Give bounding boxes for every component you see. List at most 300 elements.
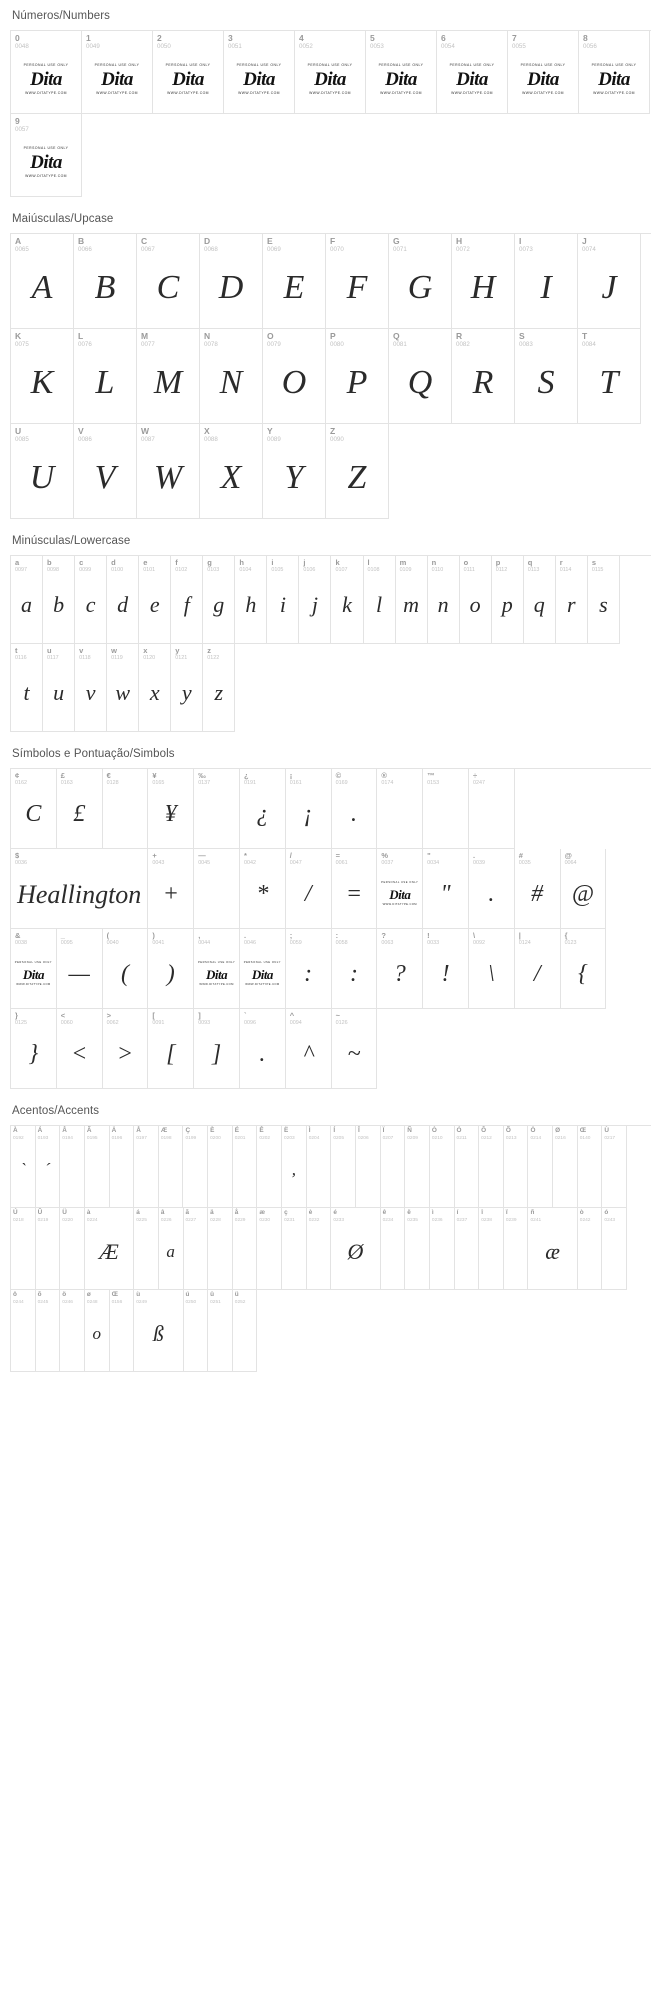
glyph-cell[interactable] bbox=[208, 1126, 233, 1208]
glyph-cell[interactable] bbox=[263, 234, 326, 329]
glyph-char-label: R bbox=[456, 331, 463, 341]
glyph-cell[interactable] bbox=[332, 1009, 378, 1089]
glyph-cell[interactable] bbox=[85, 1126, 110, 1208]
glyph-char-label: Ø bbox=[555, 1127, 561, 1134]
glyph-char-label: ø bbox=[86, 1291, 91, 1298]
logo-personal-use-text: PERSONAL USE ONLY bbox=[23, 62, 69, 67]
logo-url: WWW.DITATYPE.COM bbox=[96, 90, 138, 95]
glyph-code-label: 0194 bbox=[62, 1135, 73, 1141]
glyph-preview bbox=[295, 50, 365, 108]
glyph-cell[interactable] bbox=[286, 929, 332, 1009]
glyph-cell[interactable] bbox=[479, 1208, 504, 1290]
glyph-cell[interactable] bbox=[307, 1208, 332, 1290]
glyph-cell[interactable] bbox=[508, 31, 579, 114]
glyph-cell[interactable] bbox=[107, 644, 139, 732]
glyph-cell[interactable] bbox=[36, 1208, 61, 1290]
glyph-preview: [ bbox=[166, 1041, 176, 1068]
glyph-grid-symbols bbox=[10, 768, 651, 1089]
glyph-preview bbox=[455, 1223, 479, 1281]
glyph-preview: l bbox=[375, 591, 383, 617]
glyph-cell[interactable] bbox=[43, 556, 75, 644]
glyph-cell-header bbox=[74, 424, 136, 443]
glyph-preview: o bbox=[92, 1323, 101, 1343]
glyph-cell-header bbox=[194, 1009, 239, 1027]
glyph-cell[interactable] bbox=[528, 1126, 553, 1208]
glyph-cell[interactable] bbox=[159, 1208, 184, 1290]
glyph-char-label: é bbox=[333, 1209, 337, 1216]
glyph-cell[interactable] bbox=[307, 1126, 332, 1208]
glyph-cell[interactable] bbox=[43, 644, 75, 732]
glyph-code-label: 0079 bbox=[267, 340, 281, 348]
glyph-cell[interactable] bbox=[561, 849, 607, 929]
glyph-cell[interactable] bbox=[11, 849, 148, 929]
glyph-preview bbox=[183, 1141, 207, 1199]
glyph-code-label: 0244 bbox=[13, 1299, 24, 1305]
glyph-cell[interactable] bbox=[60, 1208, 85, 1290]
glyph-cell-header bbox=[103, 929, 148, 947]
glyph-code-label: 0081 bbox=[393, 340, 407, 348]
glyph-char-label: * bbox=[243, 851, 247, 860]
glyph-cell[interactable] bbox=[356, 1126, 381, 1208]
glyph-code-label: 0033 bbox=[427, 939, 440, 946]
glyph-cell[interactable] bbox=[381, 1208, 406, 1290]
glyph-cell[interactable] bbox=[233, 1208, 258, 1290]
glyph-cell[interactable] bbox=[103, 769, 149, 849]
glyph-cell[interactable] bbox=[137, 424, 200, 519]
glyph-code-label: 0044 bbox=[198, 939, 211, 946]
glyph-cell[interactable] bbox=[504, 1208, 529, 1290]
glyph-preview bbox=[60, 1141, 84, 1199]
glyph-preview bbox=[103, 787, 148, 843]
glyph-cell[interactable] bbox=[194, 1009, 240, 1089]
glyph-cell[interactable] bbox=[377, 849, 423, 929]
glyph-cell[interactable] bbox=[492, 556, 524, 644]
glyph-cell[interactable] bbox=[326, 234, 389, 329]
glyph-cell[interactable] bbox=[524, 556, 556, 644]
glyph-cell[interactable] bbox=[184, 1208, 209, 1290]
glyph-cell[interactable] bbox=[139, 556, 171, 644]
glyph-cell[interactable] bbox=[428, 556, 460, 644]
glyph-cell[interactable] bbox=[396, 556, 428, 644]
glyph-code-label: 0156 bbox=[111, 1299, 123, 1305]
glyph-cell[interactable] bbox=[11, 1290, 36, 1372]
glyph-cell[interactable] bbox=[11, 1208, 36, 1290]
glyph-cell[interactable] bbox=[263, 329, 326, 424]
glyph-code-label: 0212 bbox=[481, 1135, 492, 1141]
glyph-cell[interactable] bbox=[405, 1126, 430, 1208]
glyph-cell-header bbox=[148, 1009, 193, 1027]
glyph-preview: p bbox=[501, 591, 513, 617]
glyph-preview bbox=[153, 50, 223, 108]
glyph-cell[interactable] bbox=[148, 1009, 194, 1089]
glyph-preview: Y bbox=[284, 459, 304, 497]
glyph-preview: J bbox=[601, 269, 617, 307]
glyph-cell[interactable] bbox=[469, 769, 515, 849]
glyph-char-label: S bbox=[519, 331, 525, 341]
glyph-cell-header bbox=[389, 329, 451, 348]
glyph-cell[interactable] bbox=[203, 556, 235, 644]
glyph-char-label: õ bbox=[37, 1291, 42, 1298]
glyph-cell[interactable] bbox=[257, 1126, 282, 1208]
glyph-char-label: À bbox=[13, 1127, 18, 1134]
glyph-cell[interactable] bbox=[267, 556, 299, 644]
glyph-code-label: 0056 bbox=[583, 42, 597, 50]
logo-url: WWW.DITATYPE.COM bbox=[245, 983, 280, 987]
glyph-cell[interactable] bbox=[74, 424, 137, 519]
glyph-cell[interactable] bbox=[326, 329, 389, 424]
glyph-char-label: _ bbox=[60, 931, 65, 940]
glyph-cell[interactable] bbox=[57, 1009, 103, 1089]
glyph-cell[interactable] bbox=[377, 929, 423, 1009]
glyph-cell[interactable] bbox=[263, 424, 326, 519]
logo-url: WWW.DITATYPE.COM bbox=[309, 90, 351, 95]
glyph-cell[interactable] bbox=[103, 1009, 149, 1089]
glyph-cell[interactable] bbox=[561, 929, 607, 1009]
glyph-code-label: 0193 bbox=[37, 1135, 49, 1141]
glyph-cell[interactable] bbox=[11, 769, 57, 849]
glyph-cell[interactable] bbox=[423, 769, 469, 849]
glyph-cell[interactable] bbox=[326, 424, 389, 519]
glyph-cell[interactable] bbox=[134, 1290, 183, 1372]
logo-brand-name: Dita bbox=[30, 151, 62, 173]
glyph-preview bbox=[331, 1141, 355, 1199]
glyph-preview bbox=[184, 1305, 208, 1363]
glyph-code-label: 0100 bbox=[111, 566, 124, 573]
glyph-cell[interactable] bbox=[184, 1290, 209, 1372]
glyph-cell[interactable] bbox=[553, 1126, 578, 1208]
glyph-cell[interactable] bbox=[134, 1208, 159, 1290]
glyph-cell-header bbox=[148, 929, 193, 947]
glyph-cell[interactable] bbox=[282, 1126, 307, 1208]
glyph-cell[interactable] bbox=[200, 234, 263, 329]
glyph-cell[interactable] bbox=[148, 849, 194, 929]
glyph-code-label: 0080 bbox=[330, 340, 344, 348]
glyph-cell[interactable] bbox=[110, 1290, 135, 1372]
glyph-cell[interactable] bbox=[588, 556, 620, 644]
glyph-cell[interactable] bbox=[194, 929, 240, 1009]
glyph-preview: w bbox=[115, 679, 130, 705]
glyph-cell[interactable] bbox=[332, 929, 378, 1009]
glyph-cell[interactable] bbox=[57, 769, 103, 849]
glyph-cell-header bbox=[423, 929, 468, 947]
glyph-cell[interactable] bbox=[171, 644, 203, 732]
glyph-cell[interactable] bbox=[107, 556, 139, 644]
glyph-char-label: € bbox=[106, 771, 111, 780]
glyph-cell[interactable] bbox=[233, 1126, 258, 1208]
glyph-cell[interactable] bbox=[602, 1208, 627, 1290]
glyph-cell-header bbox=[286, 849, 331, 867]
glyph-preview: U bbox=[29, 459, 55, 497]
glyph-cell[interactable] bbox=[60, 1126, 85, 1208]
glyph-cell[interactable] bbox=[224, 31, 295, 114]
glyph-cell-header bbox=[233, 1290, 257, 1305]
glyph-preview: — bbox=[68, 961, 90, 988]
glyph-cell[interactable] bbox=[331, 556, 363, 644]
glyph-cell[interactable] bbox=[36, 1126, 61, 1208]
glyph-cell[interactable] bbox=[504, 1126, 529, 1208]
glyph-cell[interactable] bbox=[11, 114, 82, 197]
glyph-code-label: 0125 bbox=[15, 1019, 27, 1026]
glyph-cell-header bbox=[263, 329, 325, 348]
glyph-cell[interactable] bbox=[110, 1126, 135, 1208]
glyph-cell-header bbox=[74, 329, 136, 348]
glyph-preview: . bbox=[259, 1041, 266, 1068]
glyph-cell[interactable] bbox=[11, 234, 74, 329]
glyph-code-label: 0036 bbox=[15, 859, 27, 866]
glyph-cell[interactable] bbox=[452, 329, 515, 424]
glyph-char-label: ù bbox=[136, 1291, 141, 1298]
glyph-cell-header bbox=[60, 1290, 84, 1305]
glyph-code-label: 0228 bbox=[210, 1217, 221, 1223]
glyph-cell[interactable] bbox=[515, 234, 578, 329]
glyph-cell-header bbox=[57, 1009, 102, 1027]
glyph-preview: ~ bbox=[347, 1041, 361, 1068]
glyph-cell-header bbox=[139, 644, 170, 662]
glyph-cell[interactable] bbox=[331, 1126, 356, 1208]
glyph-code-label: 0035 bbox=[518, 859, 531, 866]
glyph-cell[interactable] bbox=[11, 929, 57, 1009]
glyph-code-label: 0070 bbox=[330, 245, 344, 253]
glyph-preview: ` bbox=[19, 1159, 26, 1179]
glyph-cell[interactable] bbox=[515, 329, 578, 424]
glyph-code-label: 0106 bbox=[303, 566, 316, 573]
glyph-char-label: Ç bbox=[185, 1127, 191, 1134]
glyph-cell[interactable] bbox=[469, 929, 515, 1009]
glyph-cell[interactable] bbox=[579, 31, 650, 114]
glyph-cell[interactable] bbox=[85, 1208, 134, 1290]
glyph-cell[interactable] bbox=[75, 556, 107, 644]
glyph-code-label: 0126 bbox=[335, 1019, 348, 1026]
glyph-code-label: 0061 bbox=[335, 859, 348, 866]
glyph-cell[interactable] bbox=[137, 329, 200, 424]
glyph-cell[interactable] bbox=[578, 329, 641, 424]
glyph-cell[interactable] bbox=[159, 1126, 184, 1208]
glyph-cell-header bbox=[377, 929, 422, 947]
glyph-cell-header bbox=[11, 424, 73, 443]
glyph-cell[interactable] bbox=[240, 769, 286, 849]
glyph-cell-header bbox=[208, 1290, 232, 1305]
glyph-preview: C bbox=[156, 269, 180, 307]
glyph-code-label: 0116 bbox=[15, 654, 27, 661]
glyph-char-label: @ bbox=[564, 851, 572, 860]
glyph-cell[interactable] bbox=[11, 556, 43, 644]
glyph-char-label: % bbox=[381, 851, 389, 860]
glyph-cell-header bbox=[332, 769, 377, 787]
glyph-preview bbox=[110, 1141, 134, 1199]
glyph-cell[interactable] bbox=[103, 929, 149, 1009]
glyph-code-label: 0071 bbox=[393, 245, 407, 253]
glyph-cell[interactable] bbox=[389, 234, 452, 329]
glyph-char-label: Ä bbox=[111, 1127, 117, 1134]
glyph-cell[interactable] bbox=[515, 929, 561, 1009]
glyph-cell[interactable] bbox=[299, 556, 331, 644]
glyph-cell[interactable] bbox=[377, 769, 423, 849]
glyph-cell[interactable] bbox=[455, 1126, 480, 1208]
glyph-cell-header bbox=[479, 1126, 503, 1141]
glyph-preview: E bbox=[283, 269, 305, 307]
glyph-cell[interactable] bbox=[75, 644, 107, 732]
glyph-cell[interactable] bbox=[11, 644, 43, 732]
glyph-cell[interactable] bbox=[286, 849, 332, 929]
glyph-cell[interactable] bbox=[578, 234, 641, 329]
glyph-cell[interactable] bbox=[556, 556, 588, 644]
glyph-cell[interactable] bbox=[203, 644, 235, 732]
glyph-preview: z bbox=[214, 679, 224, 705]
glyph-cell[interactable] bbox=[11, 31, 82, 114]
glyph-cell[interactable] bbox=[240, 929, 286, 1009]
glyph-cell[interactable] bbox=[437, 31, 508, 114]
glyph-cell[interactable] bbox=[578, 1126, 603, 1208]
glyph-cell[interactable] bbox=[153, 31, 224, 114]
glyph-preview: ¥ bbox=[164, 801, 177, 828]
glyph-cell[interactable] bbox=[332, 769, 378, 849]
glyph-cell-header bbox=[107, 644, 138, 662]
glyph-cell[interactable] bbox=[208, 1208, 233, 1290]
glyph-cell[interactable] bbox=[82, 31, 153, 114]
glyph-cell[interactable] bbox=[11, 329, 74, 424]
glyph-char-label: Â bbox=[62, 1127, 67, 1134]
glyph-cell-header bbox=[455, 1208, 479, 1223]
glyph-cell[interactable] bbox=[36, 1290, 61, 1372]
glyph-char-label: è bbox=[308, 1209, 313, 1216]
glyph-cell[interactable] bbox=[257, 1208, 282, 1290]
glyph-char-label: Ô bbox=[481, 1127, 487, 1134]
glyph-preview bbox=[366, 50, 436, 108]
logo-personal-use-text: PERSONAL USE ONLY bbox=[165, 62, 211, 67]
glyph-cell[interactable] bbox=[430, 1126, 455, 1208]
glyph-cell[interactable] bbox=[479, 1126, 504, 1208]
logo-url: WWW.DITATYPE.COM bbox=[451, 90, 493, 95]
glyph-cell-header bbox=[556, 556, 587, 574]
glyph-cell[interactable] bbox=[295, 31, 366, 114]
glyph-cell[interactable] bbox=[208, 1290, 233, 1372]
glyph-cell[interactable] bbox=[235, 556, 267, 644]
glyph-cell[interactable] bbox=[57, 929, 103, 1009]
glyph-code-label: 0090 bbox=[330, 435, 344, 443]
glyph-code-label: 0067 bbox=[141, 245, 155, 253]
glyph-cell-header bbox=[356, 1126, 380, 1141]
glyph-code-label: 0243 bbox=[604, 1217, 616, 1223]
glyph-char-label: h bbox=[239, 558, 244, 567]
glyph-cell[interactable] bbox=[200, 424, 263, 519]
glyph-cell-header bbox=[515, 849, 560, 867]
glyph-cell[interactable] bbox=[405, 1208, 430, 1290]
glyph-cell[interactable] bbox=[240, 849, 286, 929]
glyph-cell-header bbox=[11, 329, 73, 348]
glyph-cell[interactable] bbox=[148, 929, 194, 1009]
glyph-cell[interactable] bbox=[200, 329, 263, 424]
glyph-cell[interactable] bbox=[332, 849, 378, 929]
glyph-char-label: â bbox=[160, 1209, 165, 1216]
glyph-preview: P bbox=[346, 364, 368, 402]
glyph-grid-uppercase bbox=[10, 233, 651, 519]
glyph-cell[interactable] bbox=[11, 1009, 57, 1089]
glyph-cell[interactable] bbox=[233, 1290, 258, 1372]
glyph-cell[interactable] bbox=[578, 1208, 603, 1290]
glyph-cell-header bbox=[74, 234, 136, 253]
dita-logo bbox=[379, 64, 424, 96]
logo-personal-use-text: PERSONAL USE ONLY bbox=[449, 62, 495, 67]
glyph-cell[interactable] bbox=[240, 1009, 286, 1089]
glyph-cell[interactable] bbox=[60, 1290, 85, 1372]
glyph-cell[interactable] bbox=[366, 31, 437, 114]
glyph-cell[interactable] bbox=[171, 556, 203, 644]
glyph-cell[interactable] bbox=[74, 234, 137, 329]
glyph-code-label: 0087 bbox=[141, 435, 155, 443]
glyph-cell[interactable] bbox=[194, 769, 240, 849]
glyph-cell[interactable] bbox=[389, 329, 452, 424]
glyph-cell[interactable] bbox=[11, 1126, 36, 1208]
glyph-cell[interactable] bbox=[430, 1208, 455, 1290]
glyph-code-label: 0091 bbox=[152, 1019, 165, 1026]
glyph-code-label: 0051 bbox=[228, 42, 242, 50]
dita-logo bbox=[592, 64, 637, 96]
glyph-cell[interactable] bbox=[183, 1126, 208, 1208]
glyph-cell[interactable] bbox=[364, 556, 396, 644]
glyph-cell-header bbox=[11, 769, 56, 787]
glyph-code-label: 0092 bbox=[472, 939, 485, 946]
glyph-cell[interactable] bbox=[134, 1126, 159, 1208]
glyph-cell[interactable] bbox=[148, 769, 194, 849]
glyph-char-label: n bbox=[431, 558, 437, 567]
glyph-cell[interactable] bbox=[515, 849, 561, 929]
glyph-cell[interactable] bbox=[85, 1290, 110, 1372]
glyph-cell[interactable] bbox=[452, 234, 515, 329]
glyph-preview: Ø bbox=[347, 1238, 364, 1264]
glyph-cell-header bbox=[75, 556, 106, 574]
glyph-cell[interactable] bbox=[423, 849, 469, 929]
glyph-char-label: . bbox=[243, 931, 247, 940]
glyph-code-label: 0104 bbox=[239, 566, 252, 573]
glyph-char-label: M bbox=[141, 331, 149, 341]
glyph-preview: F bbox=[346, 269, 368, 307]
glyph-cell[interactable] bbox=[74, 329, 137, 424]
glyph-code-label: 0200 bbox=[210, 1135, 221, 1141]
glyph-code-label: 0064 bbox=[564, 859, 577, 866]
glyph-cell-header bbox=[137, 329, 199, 348]
glyph-cell[interactable] bbox=[602, 1126, 627, 1208]
glyph-cell[interactable] bbox=[423, 929, 469, 1009]
glyph-code-label: 0137 bbox=[198, 779, 211, 786]
glyph-cell-header bbox=[437, 31, 507, 50]
glyph-preview: + bbox=[162, 881, 179, 908]
glyph-code-label: 0195 bbox=[86, 1135, 98, 1141]
glyph-char-label: & bbox=[15, 931, 21, 940]
glyph-cell-header bbox=[423, 849, 468, 867]
glyph-cell[interactable] bbox=[282, 1208, 307, 1290]
glyph-cell[interactable] bbox=[137, 234, 200, 329]
glyph-cell[interactable] bbox=[331, 1208, 380, 1290]
glyph-char-label: Ñ bbox=[407, 1127, 412, 1134]
glyph-cell[interactable] bbox=[286, 769, 332, 849]
glyph-cell[interactable] bbox=[460, 556, 492, 644]
glyph-preview: @ bbox=[571, 881, 594, 908]
glyph-preview bbox=[60, 1305, 84, 1363]
glyph-code-label: 0218 bbox=[13, 1217, 24, 1223]
glyph-cell[interactable] bbox=[455, 1208, 480, 1290]
glyph-cell-header bbox=[515, 329, 577, 348]
glyph-cell[interactable] bbox=[11, 424, 74, 519]
glyph-cell[interactable] bbox=[381, 1126, 406, 1208]
glyph-cell[interactable] bbox=[194, 849, 240, 929]
glyph-cell[interactable] bbox=[528, 1208, 577, 1290]
glyph-cell-header bbox=[579, 31, 649, 50]
glyph-cell[interactable] bbox=[469, 849, 515, 929]
glyph-cell[interactable] bbox=[139, 644, 171, 732]
dita-logo bbox=[24, 147, 69, 179]
glyph-code-label: 0217 bbox=[604, 1135, 616, 1141]
glyph-cell[interactable] bbox=[286, 1009, 332, 1089]
